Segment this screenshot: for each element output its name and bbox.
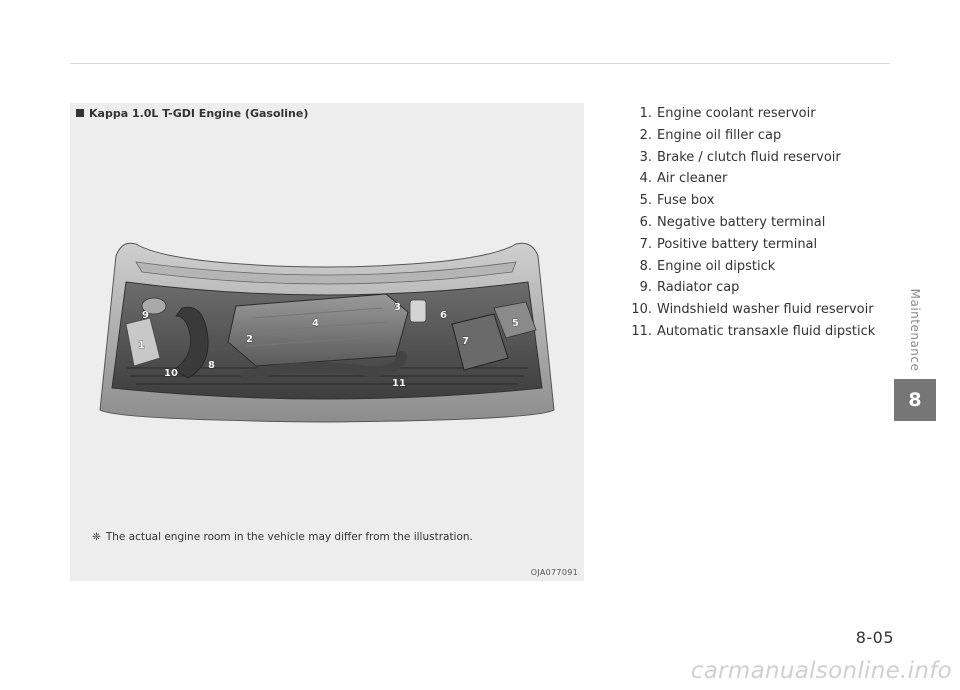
legend-item: 5. Fuse box (639, 193, 715, 209)
legend-item: 11. Automatic transaxle fluid dipstick (631, 323, 876, 339)
legend-item: 6. Negative battery terminal (639, 214, 826, 230)
legend-item: 3. Brake / clutch fluid reservoir (639, 149, 841, 165)
square-bullet-icon (76, 109, 84, 117)
note-mark: ❈ (92, 531, 101, 543)
legend-item: 9. Radiator cap (639, 280, 740, 296)
figure-note: ❈ The actual engine room in the vehicle may differ from the illustration. (92, 531, 473, 543)
header-rule (70, 63, 890, 64)
watermark: carmanualsonline.info (690, 658, 952, 684)
legend-item: 8. Engine oil dipstick (639, 258, 776, 274)
page-number: 8-05 (855, 628, 894, 647)
chapter-number-tab: 8 (894, 379, 936, 421)
engine-figure (70, 103, 584, 581)
callout-10: 10 (164, 368, 178, 379)
section-tab-label: Maintenance (908, 288, 922, 372)
legend-item: 10. Windshield washer fluid reservoir (631, 302, 874, 318)
figure-code: OJA077091 (530, 568, 578, 577)
callout-6: 6 (440, 310, 447, 321)
callout-8: 8 (208, 360, 215, 371)
callout-3: 3 (394, 302, 401, 313)
callout-11: 11 (392, 378, 406, 389)
legend-item: 7. Positive battery terminal (639, 236, 818, 252)
figure-title: Kappa 1.0L T-GDI Engine (Gasoline) (76, 107, 308, 120)
legend-item: 2. Engine oil filler cap (639, 127, 782, 143)
callout-5: 5 (512, 318, 519, 329)
callout-1: 1 (138, 340, 145, 351)
callout-9: 9 (142, 310, 149, 321)
callout-2: 2 (246, 334, 253, 345)
callout-4: 4 (312, 318, 319, 329)
legend-item: 4. Air cleaner (639, 171, 728, 187)
engine-illustration (96, 238, 558, 428)
legend-item: 1. Engine coolant reservoir (639, 106, 816, 121)
component-legend (624, 103, 875, 343)
callout-7: 7 (462, 336, 469, 347)
